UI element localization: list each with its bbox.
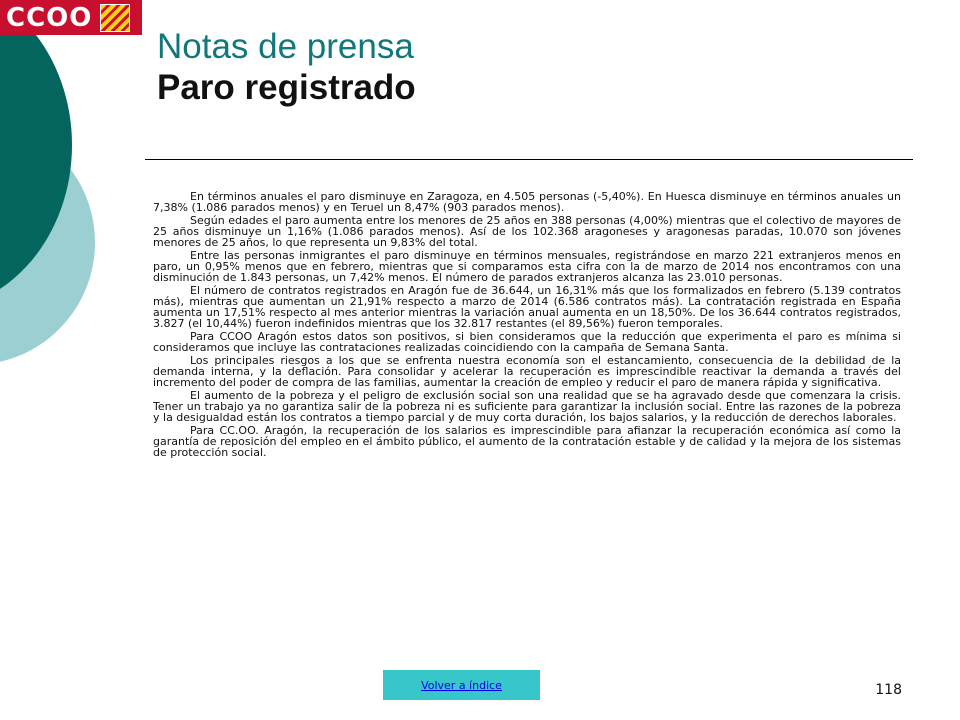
article-body [153, 191, 901, 460]
paragraph: El aumento de la pobreza y el peligro de exclusión social son una realidad que se ha agravado desde que comenzara la crisis. Tener un trabajo ya no garantiza salir de la pobreza ni es suficiente para garantizar la inclusión social. Entre las razones de la pobreza y la desigualdad están los contratos a tiempo parcial y de muy corta duración, los bajos salarios, y la reducción de derechos laborales. [153, 389, 901, 424]
logo-wordmark: CCOO [6, 2, 93, 33]
title-topic: Paro registrado [157, 68, 416, 107]
paragraph: Entre las personas inmigrantes el paro disminuye en términos mensuales, registrándose en marzo 221 extranjeros menos en paro, un 0,95% menos que en febrero, mientras que si comparamos esta cifra con la de marzo de 2014 nos encontramos con una disminución de 1.843 personas, un 7,42% menos. El número de parados extranjeros alcanza las 23.010 personas. [153, 249, 901, 284]
page-number: 118 [875, 682, 902, 698]
paragraph: El número de contratos registrados en Aragón fue de 36.644, un 16,31% más que los formalizados en febrero (5.139 contratos más), mientras que aumentan un 21,91% respecto a marzo de 2014 (6.586 contratos más). La contratación registrada en España aumenta un 17,51% respecto al mes anterior mientras la variación anual aumenta en un 18,50%. De los 36.644 contratos registrados, 3.827 (el 10,44%) fueron indefinidos mientras que los 32.817 restantes (el 89,56%) fueron temporales. [153, 284, 901, 330]
title-section: Notas de prensa [157, 27, 414, 66]
paragraph: Para CCOO Aragón estos datos son positivos, si bien consideramos que la reducción que experimenta el paro es mínima si consideramos que incluye las contrataciones realizadas coincidiendo con la campaña de Semana Santa. [153, 330, 901, 354]
page-title [157, 26, 416, 108]
paragraph: Según edades el paro aumenta entre los menores de 25 años en 388 personas (4,00%) mientras que el colectivo de mayores de 25 años disminuye un 1,16% (1.086 parados menos). Así de los 102.368 aragoneses y aragonesas paradas, 10.070 son jóvenes menores de 25 años, lo que representa un 9,83% del total. [153, 214, 901, 249]
paragraph: En términos anuales el paro disminuye en Zaragoza, en 4.505 personas (-5,40%). En Huesca disminuye en términos anuales un 7,38% (1.086 parados menos) y en Teruel un 8,47% (903 parados menos). [153, 190, 901, 214]
title-divider [145, 159, 913, 160]
paragraph: Para CC.OO. Aragón, la recuperación de los salarios es imprescindible para afianzar la recuperación económica así como la garantía de reposición del empleo en el ámbito público, el aumento de la contratación estable y de calidad y la mejora de los sistemas de protección social. [153, 424, 901, 459]
ccoo-logo [0, 0, 142, 35]
aragon-flag-icon [100, 4, 130, 32]
back-to-index-link[interactable]: Volver a índice [383, 670, 540, 700]
paragraph: Los principales riesgos a los que se enfrenta nuestra economía son el estancamiento, consecuencia de la debilidad de la demanda interna, y la deflación. Para consolidar y acelerar la recuperación es imprescindible reactivar la demanda a través del incremento del poder de compra de las familias, aumentar la creación de empleo y reducir el paro de manera rápida y significativa. [153, 354, 901, 389]
